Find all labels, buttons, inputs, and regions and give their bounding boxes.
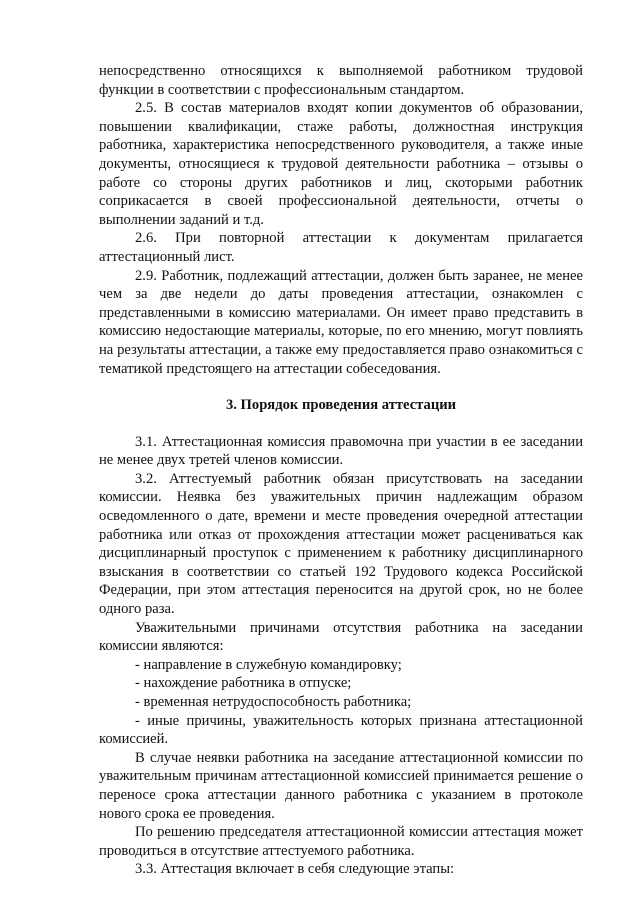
paragraph-continuation: непосредственно относящихся к выполняемой работником трудовой функции в соответствии с профессиональным стандартом. <box>99 63 583 98</box>
paragraph-3-2: 3.2. Аттестуемый работник обязан присутствовать на заседании комиссии. Неявка без уважительных причин надлежащим образом осведомленного о дате, времени и месте проведения очередной аттестации работника или отказ от прохождения аттестации может расцениваться как дисциплинарный проступок с применением к работнику дисциплинарного взыскания в соответствии со статьей 192 Трудового кодекса Российской Федерации, при этом аттестация переносится на другой срок, но не более одного раза. <box>99 470 583 618</box>
paragraph-3-3: 3.3. Аттестация включает в себя следующие этапы: <box>135 861 455 878</box>
document-page <box>99 62 583 879</box>
paragraph-3-1: 3.1. Аттестационная комиссия правомочна при участии в ее заседании не менее двух третей членов комиссии. <box>99 433 583 469</box>
paragraph-chairman-decision: По решению председателя аттестационной комиссии аттестация может проводиться в отсутствие аттестуемого работника. <box>99 824 583 859</box>
list-item: - нахождение работника в отпуске; <box>135 675 352 692</box>
list-item: - временная нетрудоспособность работника; <box>135 694 412 710</box>
list-item: - направление в служебную командировку; <box>135 656 402 673</box>
list-item: - иные причины, уважительность которых признана аттестационной комиссией. <box>99 712 583 748</box>
paragraph-2-6: 2.6. При повторной аттестации к документам прилагается аттестационный лист. <box>99 230 583 265</box>
paragraph-2-5: 2.5. В состав материалов входят копии документов об образовании, повышении квалификации, стаже работы, должностная инструкция работника, характеристика непосредственного руководителя, а также иные документы, относящиеся к трудовой деятельности работника – отзывы о работе со стороны других работников и лиц, скоторыми работник соприкасается в своей профессиональной деятельности, отчеты о выполнении заданий и т.д. <box>99 100 583 228</box>
paragraph-valid-reasons: Уважительными причинами отсутствия работника на заседании комиссии являются: <box>99 619 583 655</box>
paragraph-absence: В случае неявки работника на заседание аттестационной комиссии по уважительным причинам аттестационной комиссией принимается решение о переносе срока аттестации данного работника с указанием в протоколе нового срока ее проведения. <box>99 749 583 822</box>
paragraph-2-9: 2.9. Работник, подлежащий аттестации, должен быть заранее, не менее чем за две недели до даты проведения аттестации, ознакомлен с представленными в комиссию материалами. Он имеет право представить в комиссию недостающие материалы, которые, по его мнению, могут повлиять на результаты аттестации, а также ему предоставляется право ознакомиться с тематикой предстоящего на аттестации собеседования. <box>99 267 583 377</box>
section-heading: 3. Порядок проведения аттестации <box>225 397 457 414</box>
